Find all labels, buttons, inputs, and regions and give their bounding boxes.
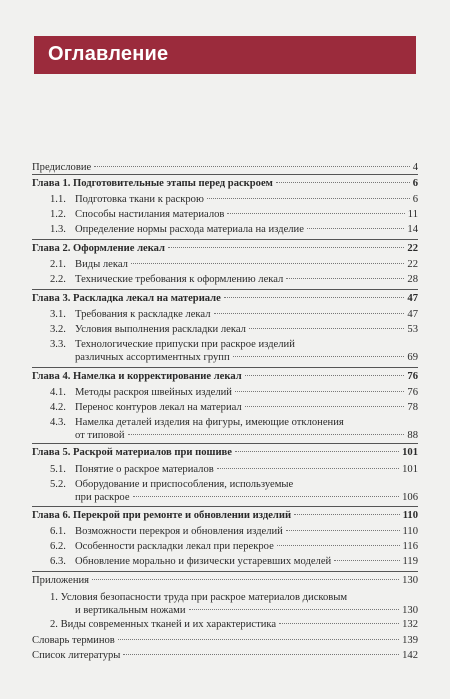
toc-entry-title: Методы раскроя швейных изделий <box>75 387 232 398</box>
toc-entry-page: 106 <box>402 492 418 503</box>
dot-leader <box>128 434 405 435</box>
toc-entry-page: 130 <box>402 605 418 616</box>
toc-entry-title: Список литературы <box>32 650 121 661</box>
toc-entry-page: 76 <box>407 387 418 398</box>
toc-entry-title: Условия выполнения раскладки лекал <box>75 324 246 335</box>
toc-entry-title: Приложения <box>32 575 90 586</box>
toc-entry-page: 116 <box>402 541 418 552</box>
toc-entry-page: 130 <box>402 575 418 586</box>
dot-leader <box>214 313 405 314</box>
toc-entry <box>75 603 418 618</box>
toc-entry-number: 6.1. <box>50 526 66 537</box>
toc-entry <box>32 369 418 384</box>
dot-leader <box>235 451 399 452</box>
dot-leader <box>334 560 399 561</box>
toc-entry-page: 101 <box>402 447 418 458</box>
toc-entry-page: 47 <box>407 309 418 320</box>
toc-entry-page: 139 <box>402 635 418 646</box>
toc-entry-title: при раскрое <box>75 492 130 503</box>
toc-entry-number: 1.1. <box>50 194 66 205</box>
toc-entry-page: 4 <box>412 162 418 173</box>
toc-entry-title: Предисловие <box>32 162 92 173</box>
toc-entry <box>50 462 418 477</box>
toc-entry-title: Подготовка ткани к раскрою <box>75 194 204 205</box>
toc-entry-title: Технические требования к оформлению лекал <box>75 274 284 285</box>
dot-leader <box>207 198 410 199</box>
dot-leader <box>227 213 404 214</box>
toc-entry-number: 1.3. <box>50 224 66 235</box>
toc-entry-title: 1. Условия безопасности труда при раскрое материалов дисковым <box>50 592 348 603</box>
toc-entry-page: 47 <box>407 293 418 304</box>
toc-entry <box>75 350 418 365</box>
toc-entry-title: 2. Виды современных тканей и их характеристика <box>50 619 277 630</box>
dot-leader <box>276 182 410 183</box>
toc-entry <box>50 554 418 569</box>
toc-entry-title: Намелка деталей изделия на фигуры, имеющие отклонения <box>75 417 344 428</box>
dot-leader <box>233 356 405 357</box>
toc-entry-page: 101 <box>402 464 418 475</box>
dot-leader <box>123 654 399 655</box>
toc-entry <box>50 400 418 415</box>
dot-leader <box>286 530 400 531</box>
toc-entry-page: 119 <box>402 556 418 567</box>
toc-entry-page: 53 <box>407 324 418 335</box>
toc-entry <box>50 385 418 400</box>
toc-entry-title: Способы настилания материалов <box>75 209 225 220</box>
toc-entry <box>75 428 418 443</box>
toc-entry-title: Обновление морально и физически устаревших моделей <box>75 556 332 567</box>
toc-entry-number: 1.2. <box>50 209 66 220</box>
dot-leader <box>118 639 399 640</box>
toc-entry <box>50 524 418 539</box>
toc-entry-page: 88 <box>407 430 418 441</box>
toc-entry <box>50 207 418 222</box>
toc-entry <box>32 508 418 523</box>
toc-entry-title: Требования к раскладке лекал <box>75 309 211 320</box>
toc-entry-title: Определение нормы расхода материала на изделие <box>75 224 304 235</box>
dot-leader <box>294 514 400 515</box>
toc-entry-title: от типовой <box>75 430 125 441</box>
dot-leader <box>245 406 405 407</box>
dot-leader <box>307 228 404 229</box>
toc-entry-title: Глава 2. Оформление лекал <box>32 243 165 254</box>
toc-entry-title: Оборудование и приспособления, используемые <box>75 479 294 490</box>
dot-leader <box>245 375 405 376</box>
toc-entry-title: Словарь терминов <box>32 635 115 646</box>
toc-entry <box>50 539 418 554</box>
page-title: Оглавление <box>48 43 169 65</box>
toc-entry-title: Глава 1. Подготовительные этапы перед раскроем <box>32 178 273 189</box>
toc-entry <box>50 272 418 287</box>
dot-leader <box>168 247 404 248</box>
toc-entry-page: 132 <box>402 619 418 630</box>
dot-leader <box>217 468 399 469</box>
toc-entry-page: 76 <box>407 371 418 382</box>
toc-entry-number: 2.1. <box>50 259 66 270</box>
toc-entry <box>50 617 418 632</box>
toc-entry <box>32 445 418 460</box>
toc-entry-title: Глава 4. Намелка и корректирование лекал <box>32 371 242 382</box>
toc-entry-number: 6.3. <box>50 556 66 567</box>
toc-entry-number: 5.2. <box>50 479 66 490</box>
toc-entry-title: Возможности перекроя и обновления изделий <box>75 526 283 537</box>
toc-entry-number: 3.1. <box>50 309 66 320</box>
toc-entry-page: 6 <box>412 178 418 189</box>
toc-entry-page: 110 <box>402 526 418 537</box>
toc-entry-title: Глава 3. Раскладка лекал на материале <box>32 293 221 304</box>
toc-entry <box>50 307 418 322</box>
dot-leader <box>224 297 405 298</box>
dot-leader <box>235 391 404 392</box>
toc-entry-title: различных ассортиментных групп <box>75 352 230 363</box>
toc-entry <box>32 648 418 663</box>
toc-entry <box>50 257 418 272</box>
toc-entry-number: 6.2. <box>50 541 66 552</box>
toc-entry-page: 78 <box>407 402 418 413</box>
toc-entry-number: 4.3. <box>50 417 66 428</box>
dot-leader <box>249 328 404 329</box>
dot-leader <box>286 278 404 279</box>
toc-entry-title: Технологические припуски при раскрое изделий <box>75 339 295 350</box>
toc-entry-page: 22 <box>407 259 418 270</box>
toc-entry-page: 69 <box>407 352 418 363</box>
toc-entry-title: Виды лекал <box>75 259 128 270</box>
toc-entry-number: 5.1. <box>50 464 66 475</box>
dot-leader <box>94 166 409 167</box>
toc-entry-page: 28 <box>407 274 418 285</box>
toc-entry-page: 6 <box>412 194 418 205</box>
toc-entry-number: 4.1. <box>50 387 66 398</box>
dot-leader <box>133 496 400 497</box>
toc-entry <box>50 222 418 237</box>
toc-entry <box>32 633 418 648</box>
dot-leader <box>277 545 400 546</box>
toc-entry-number: 2.2. <box>50 274 66 285</box>
toc-entry <box>50 192 418 207</box>
toc-entry <box>32 241 418 256</box>
dot-leader <box>279 623 399 624</box>
toc-entry-page: 142 <box>402 650 418 661</box>
toc-entry-page: 11 <box>407 209 418 220</box>
toc-entry-page: 22 <box>407 243 418 254</box>
toc-entry-title: Глава 5. Раскрой материалов при пошиве <box>32 447 232 458</box>
toc-entry <box>32 176 418 191</box>
toc-entry-page: 14 <box>407 224 418 235</box>
toc-entry-page: 110 <box>402 510 418 521</box>
toc-entry <box>32 291 418 306</box>
toc-entry-number: 3.2. <box>50 324 66 335</box>
toc-entry <box>32 160 418 175</box>
toc-entry <box>50 322 418 337</box>
toc-entry-title: Особенности раскладки лекал при перекрое <box>75 541 274 552</box>
toc-entry-title: Глава 6. Перекрой при ремонте и обновлении изделий <box>32 510 292 521</box>
toc-entry <box>75 490 418 505</box>
toc-entry-title: и вертикальным ножами <box>75 605 186 616</box>
toc-entry-number: 4.2. <box>50 402 66 413</box>
toc-entry-title: Понятие о раскрое материалов <box>75 464 214 475</box>
toc-entry-title: Перенос контуров лекал на материал <box>75 402 242 413</box>
dot-leader <box>92 579 399 580</box>
dot-leader <box>131 263 404 264</box>
toc-entry <box>32 573 418 588</box>
dot-leader <box>189 609 400 610</box>
toc-entry-number: 3.3. <box>50 339 66 350</box>
